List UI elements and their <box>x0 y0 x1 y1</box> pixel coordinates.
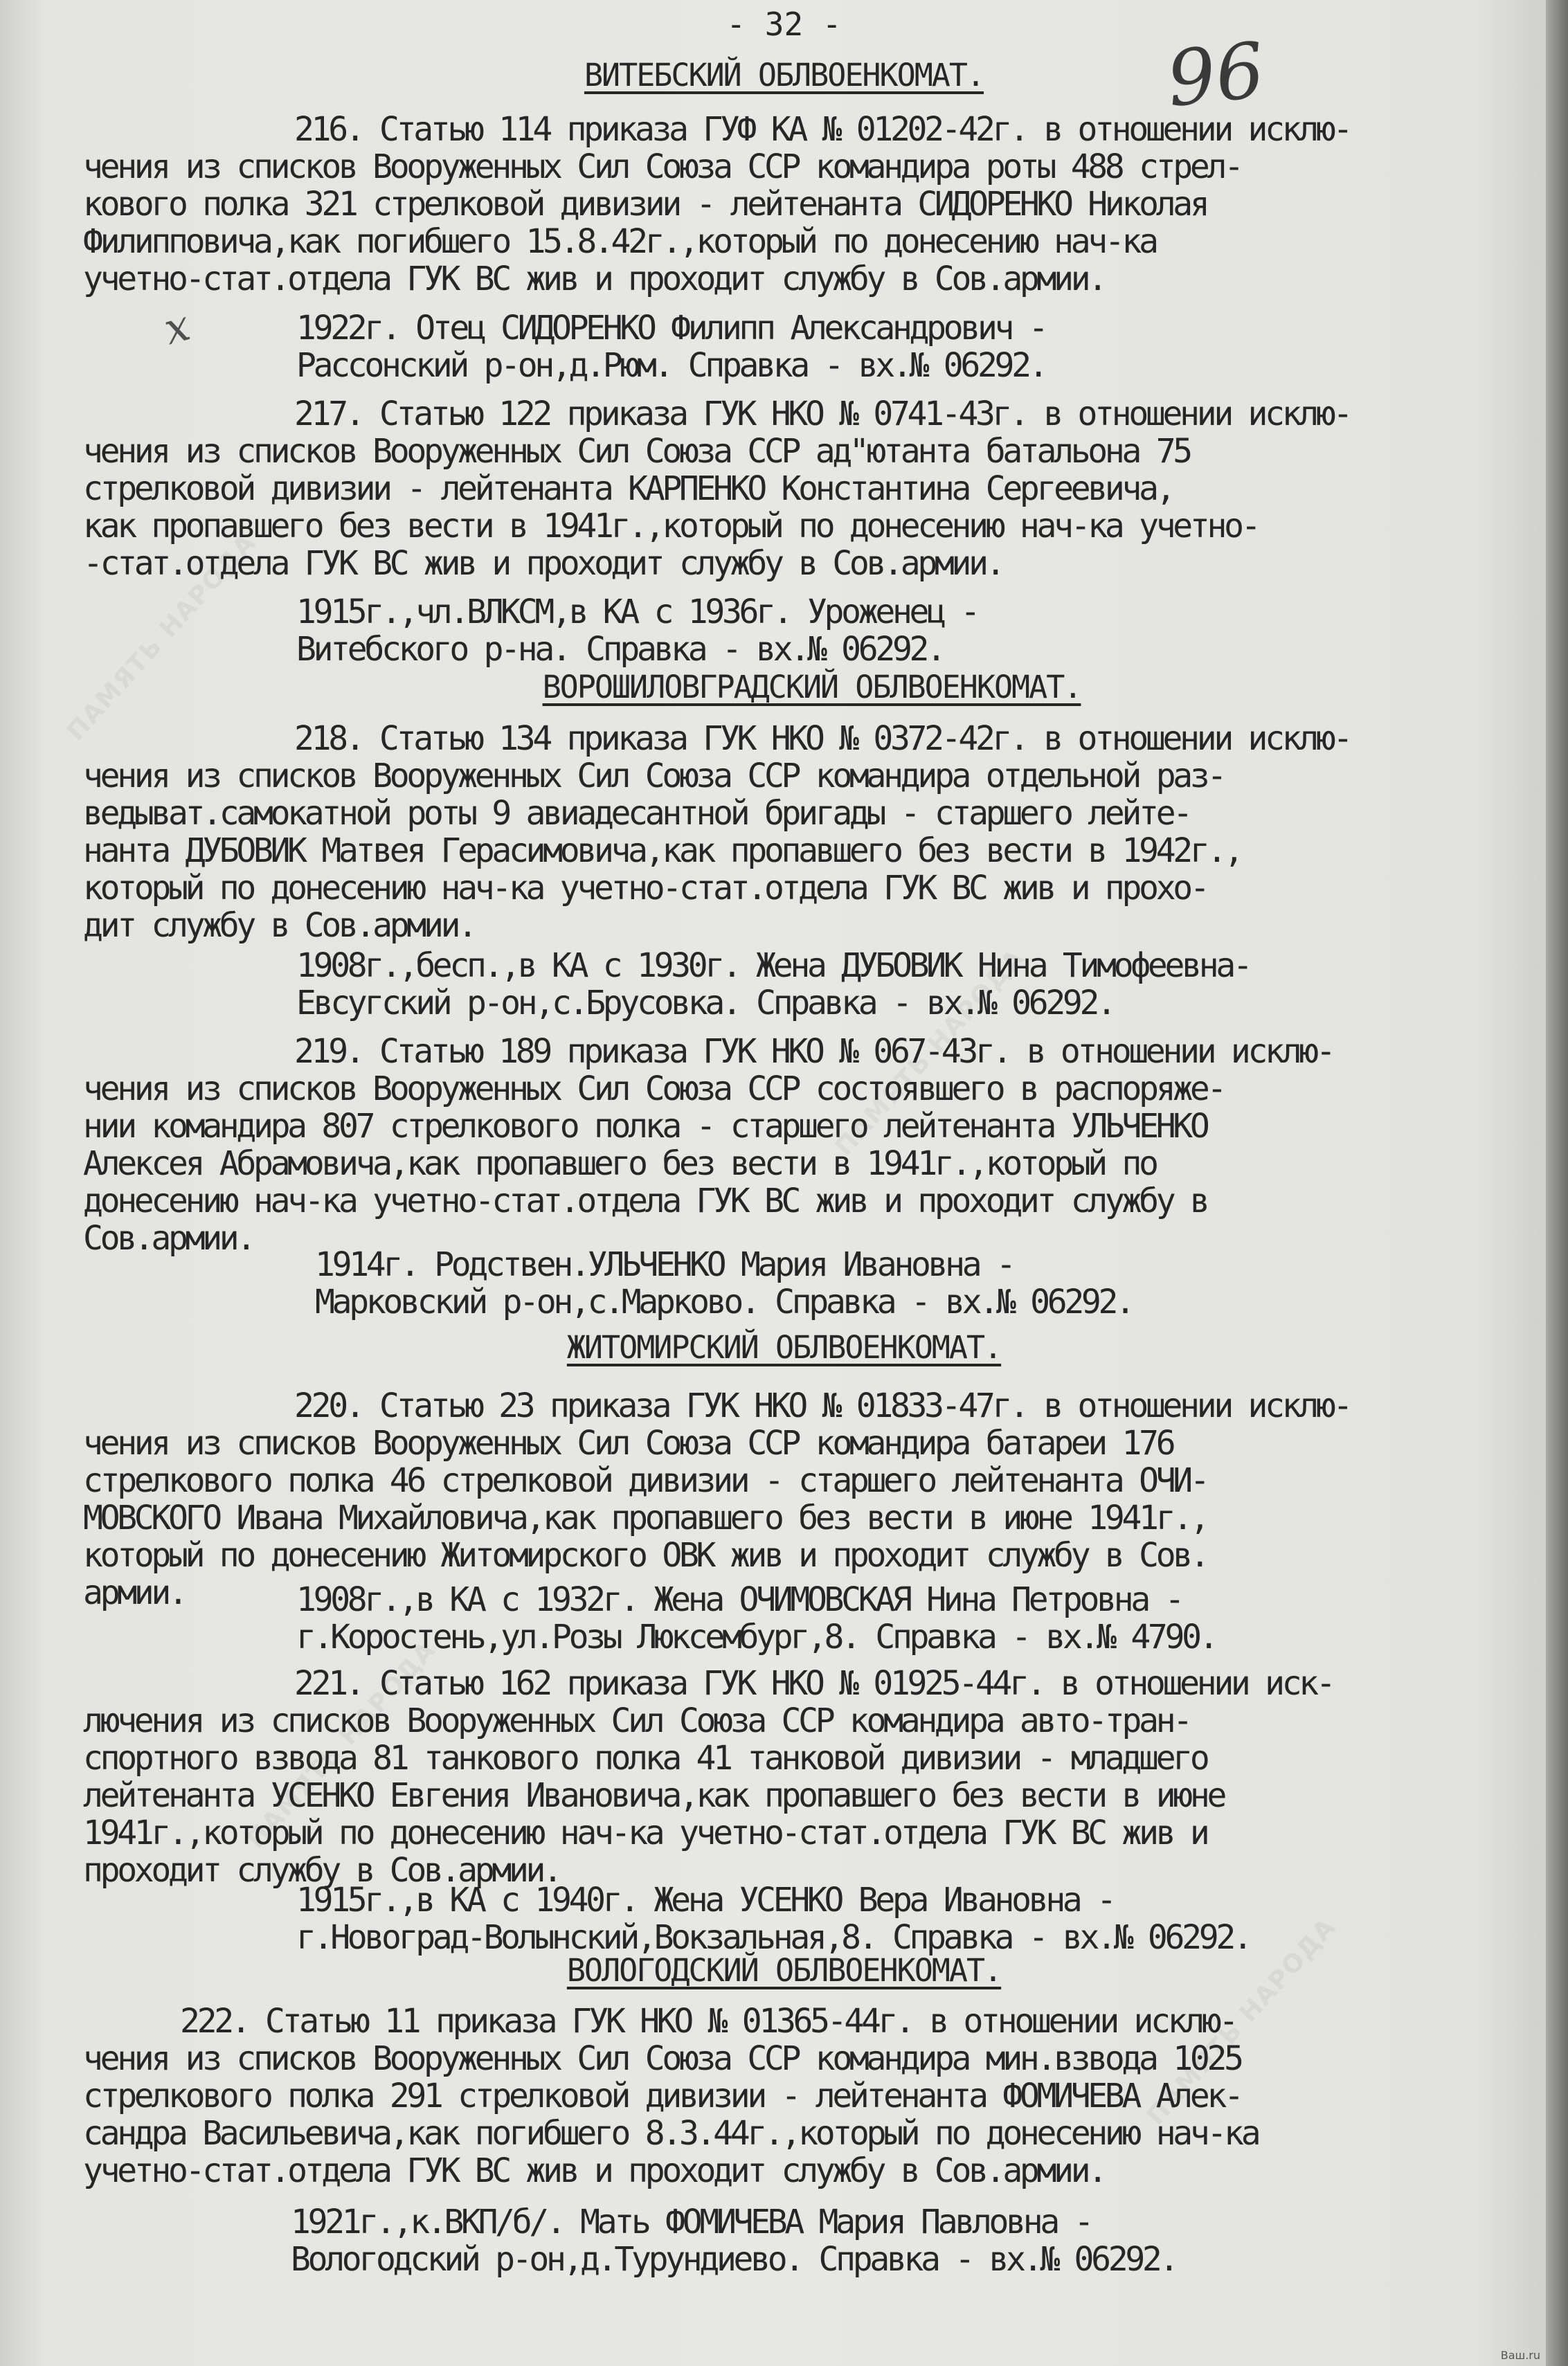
reference-line: 1908г.,бесп.,в КА с 1930г. Жена ДУБОВИК Нина Тимофеевна- <box>296 946 1250 985</box>
entry-line: кового полка 321 стрелковой дивизии - лейтенанта СИДОРЕНКО Николая <box>83 185 1207 224</box>
entry-line: учетно-стат.отдела ГУК ВС жив и проходит службу в Сов.армии. <box>83 260 1105 298</box>
entry-line: 1941г.,который по донесению нач-ка учетно-стат.отдела ГУК ВС жив и <box>83 1814 1207 1852</box>
entry-line: 216. Статью 114 приказа ГУФ КА № 01202-42г. в отношении исклю- <box>294 110 1351 149</box>
reference-line: 1921г.,к.ВКП/б/. Мать ФОМИЧЕВА Мария Павловна - <box>291 2203 1092 2241</box>
page-number: - 32 - <box>726 6 842 43</box>
entry-line: чения из списков Вооруженных Сил Союза ССР командира мин.взвода 1025 <box>83 2039 1241 2078</box>
entry-line: чения из списков Вооруженных Сил Союза ССР состоявшего в распоряже- <box>83 1069 1225 1108</box>
entry-line: 222. Статью 11 приказа ГУК НКО № 01365-44г. в отношении исклю- <box>180 2002 1236 2041</box>
entry-222-reference <box>291 2203 1176 2278</box>
entry-line: дит службу в Сов.армии. <box>83 906 475 945</box>
reference-line: 1922г. Отец СИДОРЕНКО Филипп Александрович - <box>296 309 1046 347</box>
watermark: ПАМЯТЬ НАРОДА <box>61 527 262 747</box>
entry-line: стрелковой дивизии - лейтенанта КАРПЕНКО Константина Сергеевича, <box>83 469 1173 508</box>
entry-218 <box>83 720 1530 944</box>
entry-218-reference <box>296 947 1250 1022</box>
entry-line: Филипповича,как погибшего 15.8.42г.,который по донесению нач-ка <box>83 222 1156 261</box>
watermark: ПАМЯТЬ НАРОДА <box>241 1635 442 1854</box>
entry-221-reference <box>296 1881 1250 1956</box>
entry-line: чения из списков Вооруженных Сил Союза ССР командира роты 488 стрел- <box>83 147 1241 186</box>
entry-line: чения из списков Вооруженных Сил Союза ССР командира отдельной раз- <box>83 757 1225 795</box>
entry-line: 218. Статью 134 приказа ГУК НКО № 0372-42г. в отношении исклю- <box>294 719 1351 758</box>
reference-line: г.Коростень,ул.Розы Люксембург,8. Справка - вх.№ 4790. <box>296 1618 1216 1656</box>
reference-line: 1915г.,чл.ВЛКСМ,в КА с 1936г. Уроженец - <box>296 593 977 631</box>
entry-line: МОВСКОГО Ивана Михайловича,как пропавшего без вести в июне 1941г., <box>83 1499 1207 1537</box>
reference-line: Марковский р-он,с.Марково. Справка - вх.№ 06292. <box>315 1283 1133 1321</box>
reference-line: 1914г. Родствен.УЛЬЧЕНКО Мария Ивановна - <box>315 1245 1013 1284</box>
entry-line: ведыват.самокатной роты 9 авиадесантной бригады - старшего лейте- <box>83 794 1190 833</box>
entry-line: чения из списков Вооруженных Сил Союза ССР командира батареи 176 <box>83 1424 1173 1463</box>
entry-line: чения из списков Вооруженных Сил Союза ССР ад"ютанта батальона 75 <box>83 432 1190 471</box>
entry-220-reference <box>296 1581 1216 1656</box>
entry-217-reference <box>296 593 977 668</box>
entry-line: который по донесению Житомирского ОВК жив и проходит службу в Сов. <box>83 1536 1207 1575</box>
entry-220 <box>83 1387 1530 1611</box>
entry-line: который по донесению нач-ка учетно-стат.отдела ГУК ВС жив и прохо- <box>83 869 1207 907</box>
entry-216 <box>83 111 1530 298</box>
entry-line: нии командира 807 стрелкового полка - старшего лейтенанта УЛЬЧЕНКО <box>83 1107 1207 1146</box>
entry-line: Алексея Абрамовича,как пропавшего без вести в 1941г.,который по <box>83 1144 1156 1183</box>
section-heading: ВОЛОГОДСКИЙ ОБЛВОЕНКОМАТ. <box>566 1952 1002 1989</box>
entry-line: спортного взвода 81 танкового полка 41 танковой дивизии - младшего <box>83 1739 1207 1778</box>
entry-line: как пропавшего без вести в 1941г.,который по донесению нач-ка учетно- <box>83 507 1259 545</box>
watermark: ПАМЯТЬ НАРОДА <box>829 943 1031 1162</box>
margin-mark: x <box>159 299 195 355</box>
entry-221 <box>83 1665 1530 1889</box>
entry-line: Сов.армии. <box>83 1219 253 1258</box>
entry-line: лючения из списков Вооруженных Сил Союза ССР командира авто-тран- <box>83 1701 1190 1740</box>
corner-mark: Ваш.ru <box>1500 2349 1540 2362</box>
entry-line: нанта ДУБОВИК Матвея Герасимовича,как пропавшего без вести в 1942г., <box>83 831 1241 870</box>
entry-line: -стат.отдела ГУК ВС жив и проходит службу в Сов.армии. <box>83 544 1003 583</box>
watermark: ПАМЯТЬ НАРОДА <box>1141 1912 1342 2131</box>
entry-219 <box>83 1033 1530 1257</box>
reference-line: Евсугский р-он,с.Брусовка. Справка - вх.№ 06292. <box>296 984 1114 1022</box>
entry-222 <box>83 2003 1530 2189</box>
reference-line: Витебского р-на. Справка - вх.№ 06292. <box>296 630 944 669</box>
section-heading: ВИТЕБСКИЙ ОБЛВОЕНКОМАТ. <box>584 57 984 93</box>
entry-line: донесению нач-ка учетно-стат.отдела ГУК ВС жив и проходит службу в <box>83 1182 1207 1220</box>
reference-line: 1908г.,в КА с 1932г. Жена ОЧИМОВСКАЯ Нина Петровна - <box>296 1580 1182 1619</box>
entry-line: учетно-стат.отдела ГУК ВС жив и проходит службу в Сов.армии. <box>83 2151 1105 2190</box>
entry-line: лейтенанта УСЕНКО Евгения Ивановича,как пропавшего без вести в июне <box>83 1776 1225 1815</box>
page-edge <box>1546 0 1568 2366</box>
entry-line: сандра Васильевича,как погибшего 8.3.44г.,который по донесению нач-ка <box>83 2114 1259 2153</box>
entry-line: 221. Статью 162 приказа ГУК НКО № 01925-44г. в отношении иск- <box>294 1664 1333 1703</box>
section-heading: ВОРОШИЛОВГРАДСКИЙ ОБЛВОЕНКОМАТ. <box>542 669 1081 705</box>
entry-216-reference <box>296 309 1045 384</box>
reference-line: 1915г.,в КА с 1940г. Жена УСЕНКО Вера Ивановна - <box>296 1881 1114 1920</box>
reference-line: г.Новоград-Волынский,Вокзальная,8. Справка - вх.№ 06292. <box>296 1918 1250 1957</box>
entry-line: 220. Статью 23 приказа ГУК НКО № 01833-47г. в отношении исклю- <box>294 1387 1351 1425</box>
entry-line: стрелкового полка 291 стрелковой дивизии - лейтенанта ФОМИЧЕВА Алек- <box>83 2077 1241 2115</box>
reference-line: Вологодский р-он,д.Турундиево. Справка - вх.№ 06292. <box>291 2240 1177 2279</box>
section-heading: ЖИТОМИРСКИЙ ОБЛВОЕНКОМАТ. <box>566 1329 1002 1366</box>
entry-line: 219. Статью 189 приказа ГУК НКО № 067-43г. в отношении исклю- <box>294 1032 1333 1071</box>
entry-line: стрелкового полка 46 стрелковой дивизии - старшего лейтенанта ОЧИ- <box>83 1461 1207 1500</box>
entry-line: проходит службу в Сов.армии. <box>83 1851 560 1890</box>
entry-219-reference <box>315 1246 1133 1321</box>
entry-line: 217. Статью 122 приказа ГУК НКО № 0741-43г. в отношении исклю- <box>294 395 1351 433</box>
entry-line: армии. <box>83 1573 186 1612</box>
handwritten-page-number: 96 <box>1162 26 1269 124</box>
reference-line: Рассонский р-он,д.Рюм. Справка - вх.№ 06292. <box>296 346 1046 385</box>
entry-217 <box>83 395 1530 582</box>
